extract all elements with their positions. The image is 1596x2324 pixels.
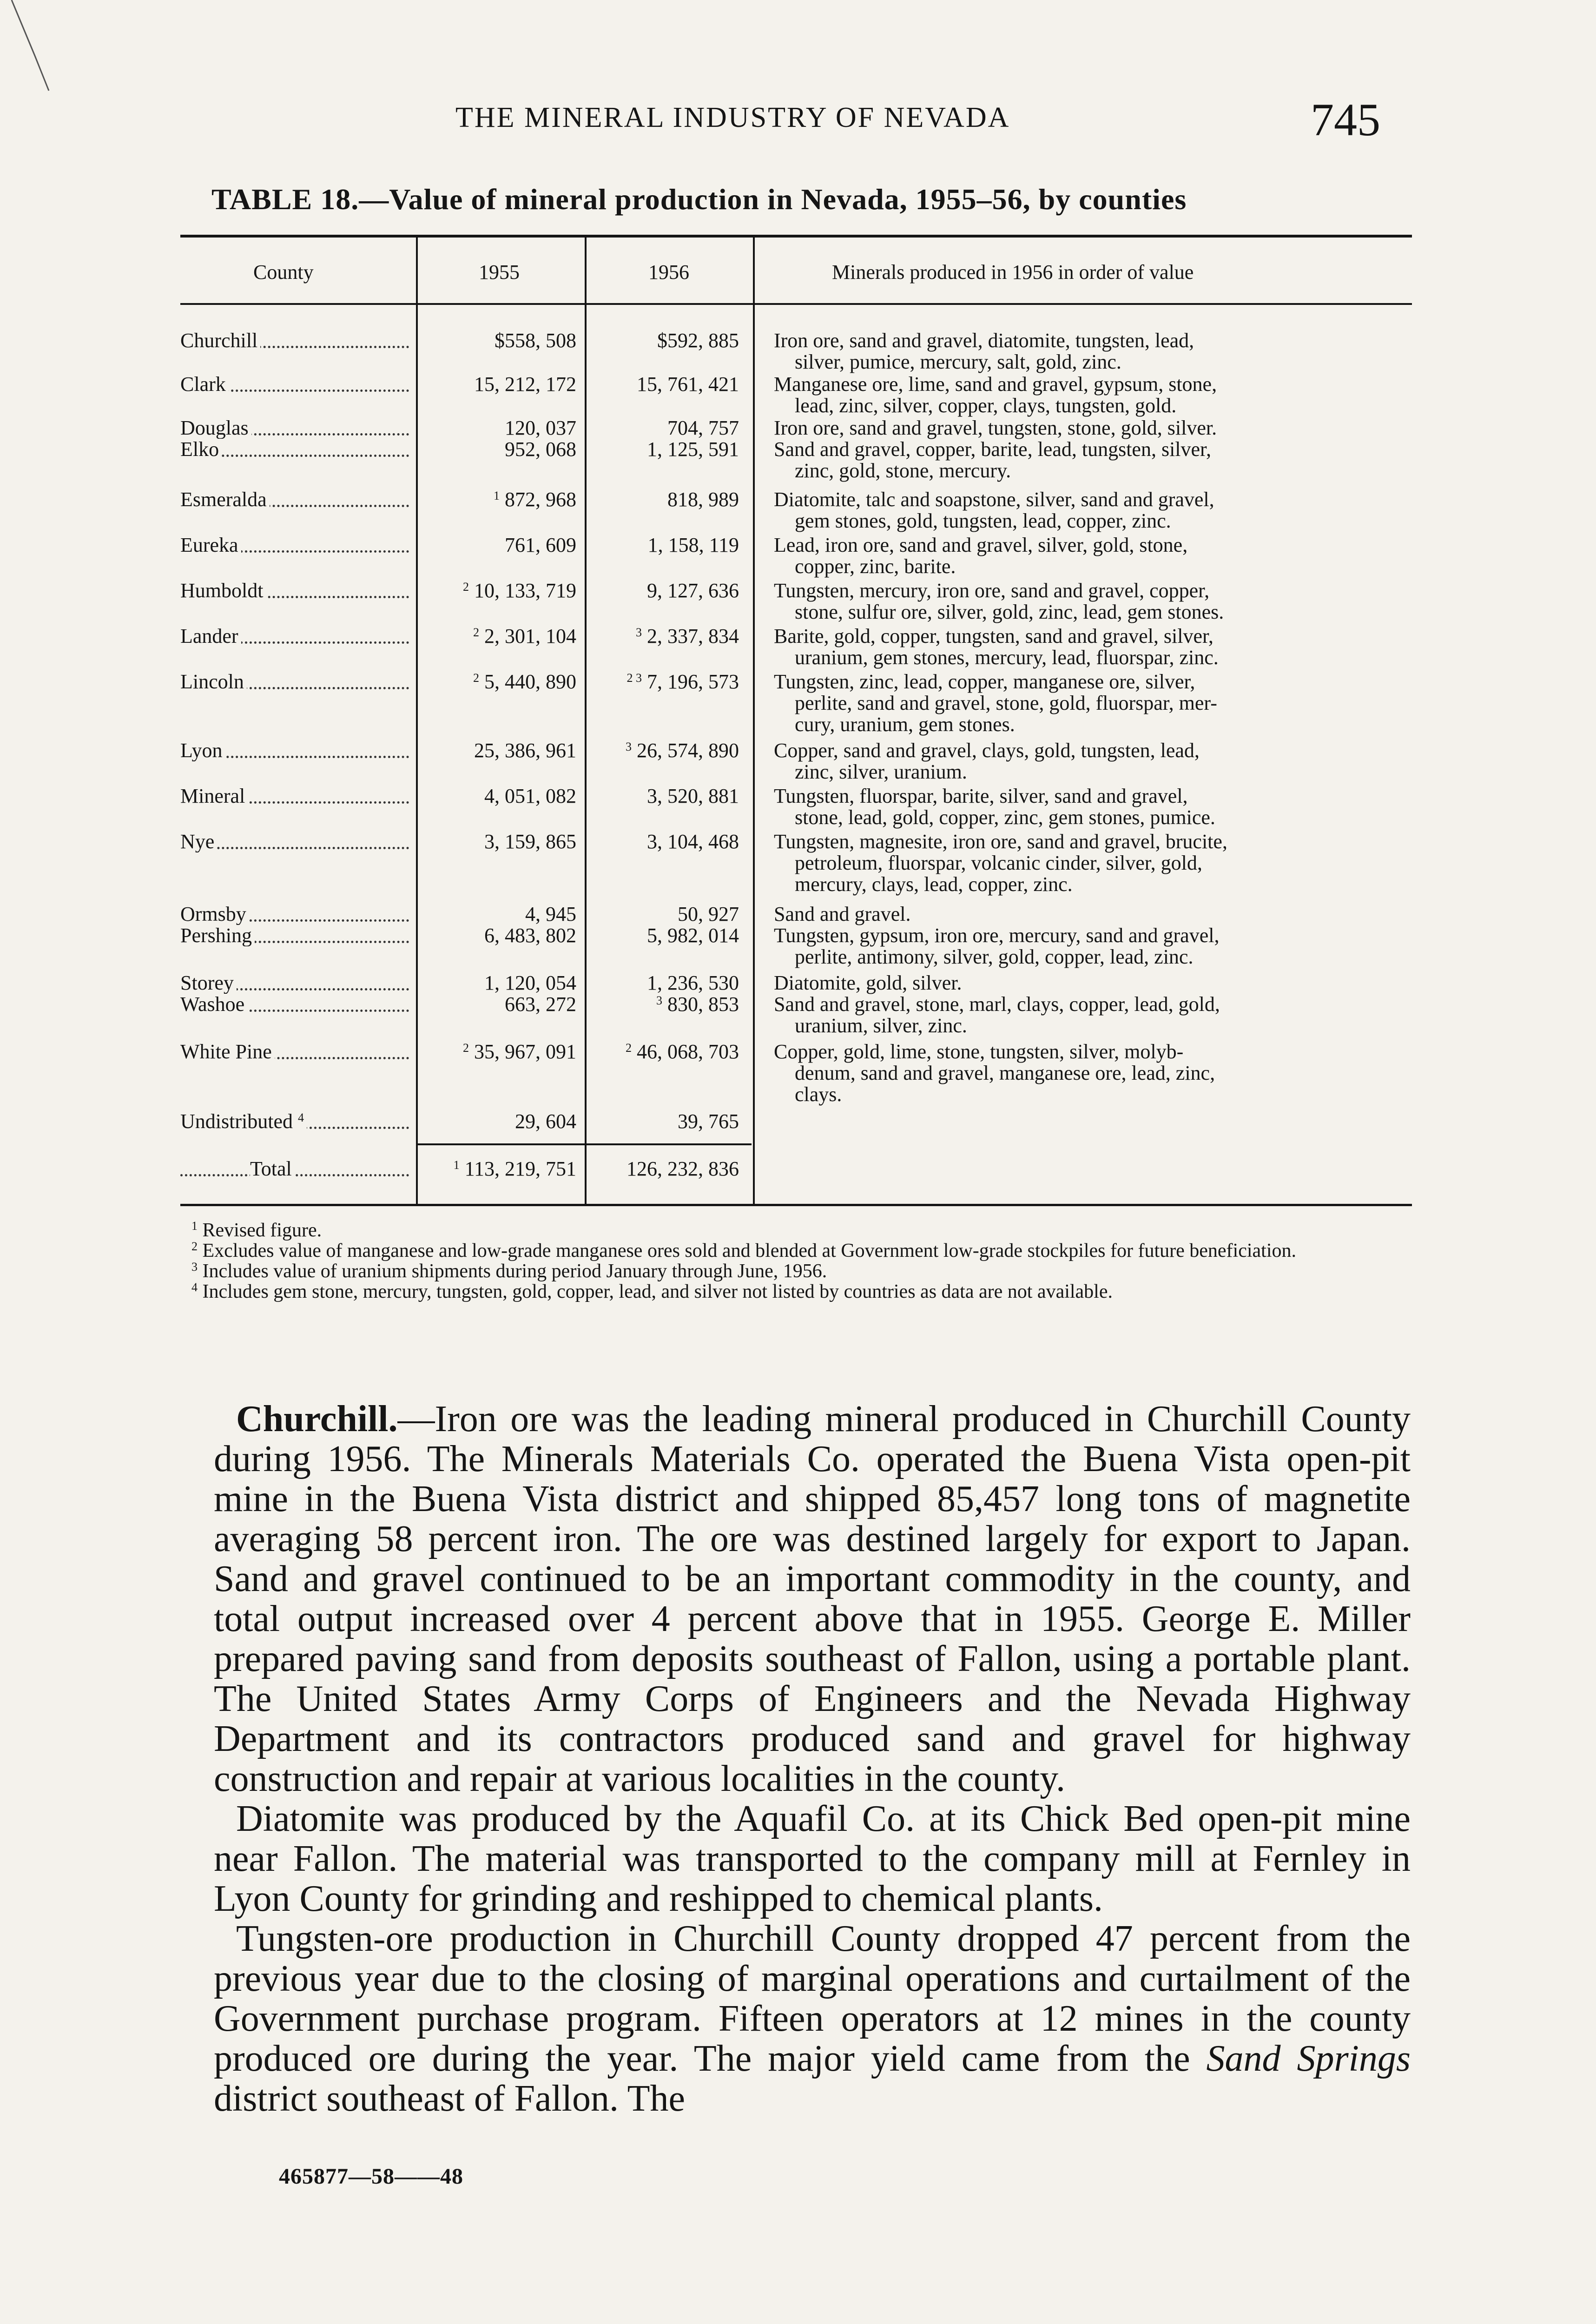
table-cell-1955: $^2$ 10, 133, 719	[463, 579, 576, 602]
table-cell-minerals: Sand and gravel, copper, barite, lead, tungsten, silver, zinc, gold, stone, mercury.	[774, 438, 1211, 482]
table-cell-1955: 25, 386, 961	[474, 739, 576, 762]
table-cell-1956: 39, 765	[678, 1110, 739, 1133]
table-total-1956: 126, 232, 836	[627, 1157, 739, 1180]
table-total-rule-1956	[587, 1143, 752, 1145]
scan-margin-mark	[7, 0, 67, 93]
table-footnotes	[180, 1220, 1412, 1302]
table-cell-1955: $^2$ 5, 440, 890	[473, 670, 576, 693]
table-total-rule-1955	[417, 1143, 585, 1145]
table-cell-1955: 3, 159, 865	[484, 830, 576, 853]
table-cell-1955: 1, 120, 054	[484, 971, 576, 994]
table-row-county: Lander	[180, 626, 413, 647]
table-row-county: Elko	[180, 439, 413, 460]
table-cell-1956: $^3$ 26, 574, 890	[626, 739, 739, 762]
table-cell-minerals: Diatomite, gold, silver.	[774, 971, 962, 994]
table-header-rule	[180, 303, 1412, 305]
table-cell-1955: $^2$ 35, 967, 091	[463, 1040, 576, 1063]
table-bottom-rule	[180, 1204, 1412, 1206]
table-cell-minerals: Manganese ore, lime, sand and gravel, gypsum, stone, lead, zinc, silver, copper, clays, tungsten, gold.	[774, 373, 1217, 417]
table-cell-1956: $592, 885	[657, 329, 739, 352]
table-cell-minerals: Copper, gold, lime, stone, tungsten, silver, molyb- denum, sand and gravel, manganese ore, lead, zinc, clays.	[774, 1040, 1215, 1106]
table-cell-minerals: Lead, iron ore, sand and gravel, silver, gold, stone, copper, zinc, barite.	[774, 534, 1188, 578]
table-cell-1955: 952, 068	[505, 438, 576, 461]
body-text	[214, 1399, 1411, 2119]
col-header-minerals: Minerals produced in 1956 in order of value	[832, 261, 1194, 284]
table-row-county: Pershing	[180, 925, 413, 946]
table-caption: TABLE 18.—Value of mineral production in Nevada, 1955–56, by counties	[211, 183, 1187, 216]
table-col-divider-1	[416, 235, 418, 1204]
paragraph-churchill-iron: Churchill.—Iron ore was the leading mineral produced in Churchill County during 1956. The Minerals Materials Co. operated the Buena Vista open-pit mine in the Buena Vista district and shipped 85,457 long tons of magnetite averaging 58 percent iron. The ore was destined largely for export to Japan. Sand and gravel continued to be an important commodity in the county, and total output increased over 4 percent above that in 1955. George E. Miller prepared paving sand from deposits southeast of Fallon, using a portable plant. The United States Army Corps of Engineers and the Nevada Highway Department and its contractors produced sand and gravel for highway construction and repair at various localities in the county.	[214, 1399, 1411, 1799]
table-cell-minerals: Iron ore, sand and gravel, tungsten, stone, gold, silver.	[774, 416, 1217, 439]
table-cell-minerals: Iron ore, sand and gravel, diatomite, tungsten, lead, silver, pumice, mercury, salt, gold, zinc.	[774, 329, 1194, 373]
paragraph-diatomite: Diatomite was produced by the Aquafil Co. at its Chick Bed open-pit mine near Fallon. The material was transported to the company mill at Fernley in Lyon County for grinding and reshipped to chemical plants.	[214, 1798, 1411, 1919]
table-top-rule	[180, 235, 1412, 238]
table-cell-1956: 5, 982, 014	[647, 924, 739, 947]
page-number: 745	[1311, 94, 1380, 145]
table-row-county: Douglas	[180, 417, 413, 439]
table-cell-minerals: Tungsten, fluorspar, barite, silver, sand and gravel, stone, lead, gold, copper, zinc, gem stones, pumice.	[774, 785, 1215, 829]
table-row-county: Lyon	[180, 740, 413, 761]
table-cell-1956: 704, 757	[667, 416, 739, 439]
table-cell-1955: 15, 212, 172	[474, 373, 576, 396]
print-code-footer: 465877—58——48	[279, 2164, 463, 2189]
table-row-county: White Pine	[180, 1041, 413, 1063]
footnote-item: $^2$ Excludes value of manganese and low-grade manganese ores sold and blended at Government low-grade stockpiles for future beneficiation.	[191, 1240, 1296, 1261]
table-cell-1955: 29, 604	[515, 1110, 576, 1133]
table-row-county: Storey	[180, 972, 413, 994]
table-cell-minerals: Copper, sand and gravel, clays, gold, tungsten, lead, zinc, silver, uranium.	[774, 739, 1200, 783]
table-cell-1956: $^3$ 830, 853	[656, 993, 739, 1016]
table-cell-minerals: Tungsten, magnesite, iron ore, sand and gravel, brucite, petroleum, fluorspar, volcanic cinder, silver, gold, mercury, clays, lead, copper, zinc.	[774, 830, 1227, 896]
table-cell-1955: 4, 051, 082	[484, 785, 576, 807]
run-in-heading: Churchill.	[236, 1399, 398, 1439]
footnote-item: $^1$ Revised figure.	[191, 1219, 322, 1241]
col-header-1956: 1956	[648, 261, 689, 284]
paragraph-tungsten: Tungsten-ore production in Churchill County dropped 47 percent from the previous year due to the closing of marginal operations and curtailment of the Government purchase program. Fifteen operators at 12 mines in the county produced ore during the year. The major yield came from the Sand Springs district southeast of Fallon. The	[214, 1918, 1411, 2119]
table-cell-minerals: Barite, gold, copper, tungsten, sand and gravel, silver, uranium, gem stones, mercury, lead, fluorspar, zinc.	[774, 625, 1219, 669]
footnote-item: $^4$ Includes gem stone, mercury, tungsten, gold, copper, lead, and silver not listed by countries as data are not available.	[191, 1281, 1113, 1302]
table-total-label: Total	[180, 1158, 413, 1180]
table-cell-1956: $^{2 3}$ 7, 196, 573	[627, 670, 739, 693]
table-cell-1955: $558, 508	[495, 329, 576, 352]
table-cell-minerals: Tungsten, gypsum, iron ore, mercury, sand and gravel, perlite, antimony, silver, gold, copper, lead, zinc.	[774, 924, 1220, 968]
table-cell-1956: 9, 127, 636	[647, 579, 739, 602]
table-row-county: Nye	[180, 831, 413, 852]
table-cell-1955: $^1$ 872, 968	[494, 488, 576, 511]
table-total-1955: $^1$ 113, 219, 751	[453, 1157, 576, 1180]
table-cell-1956: 1, 158, 119	[647, 534, 739, 556]
table-cell-minerals: Tungsten, zinc, lead, copper, manganese ore, silver, perlite, sand and gravel, stone, gold, fluorspar, mer- cury, uranium, gem stones.	[774, 670, 1217, 736]
table-cell-1956: 15, 761, 421	[637, 373, 739, 396]
table-cell-1956: 50, 927	[678, 903, 739, 925]
table-cell-1956: 818, 989	[667, 488, 739, 511]
table-cell-1956: $^3$ 2, 337, 834	[636, 625, 739, 647]
table-cell-1956: 3, 104, 468	[647, 830, 739, 853]
table-row-county: Clark	[180, 374, 413, 395]
table-cell-1955: 6, 483, 802	[484, 924, 576, 947]
table-row-county: Lincoln	[180, 671, 413, 693]
running-head: THE MINERAL INDUSTRY OF NEVADA	[455, 102, 1010, 133]
table-row-county: Ormsby	[180, 904, 413, 925]
table-row-county: Esmeralda	[180, 489, 413, 510]
table-cell-minerals: Diatomite, talc and soapstone, silver, sand and gravel, gem stones, gold, tungsten, lead, copper, zinc.	[774, 488, 1214, 532]
table-cell-minerals: Sand and gravel, stone, marl, clays, copper, lead, gold, uranium, silver, zinc.	[774, 993, 1220, 1037]
table-cell-1955: 4, 945	[525, 903, 576, 925]
table-row-county: Undistributed $^4$	[180, 1111, 413, 1132]
table-row-county: Humboldt	[180, 580, 413, 601]
footnote-item: $^3$ Includes value of uranium shipments during period January through June, 1956.	[191, 1260, 827, 1282]
table-row-county: Churchill	[180, 330, 413, 351]
table-row-county: Eureka	[180, 535, 413, 556]
table-cell-minerals: Tungsten, mercury, iron ore, sand and gravel, copper, stone, sulfur ore, silver, gold, zinc, lead, gem stones.	[774, 579, 1224, 623]
table-cell-1956: 1, 236, 530	[647, 971, 739, 994]
table-cell-1955: 761, 609	[505, 534, 576, 556]
table-cell-1955: 663, 272	[505, 993, 576, 1016]
table-col-divider-3	[753, 235, 755, 1204]
col-header-1955: 1955	[479, 261, 520, 284]
table-cell-minerals: Sand and gravel.	[774, 903, 911, 925]
table-cell-1956: 1, 125, 591	[647, 438, 739, 461]
table-cell-1956: $^2$ 46, 068, 703	[626, 1040, 739, 1063]
table-cell-1956: 3, 520, 881	[647, 785, 739, 807]
table-row-county: Washoe	[180, 994, 413, 1015]
table-row-county: Mineral	[180, 786, 413, 807]
table-cell-1955: 120, 037	[505, 416, 576, 439]
table-cell-1955: $^2$ 2, 301, 104	[473, 625, 576, 647]
col-header-county: County	[253, 261, 314, 284]
